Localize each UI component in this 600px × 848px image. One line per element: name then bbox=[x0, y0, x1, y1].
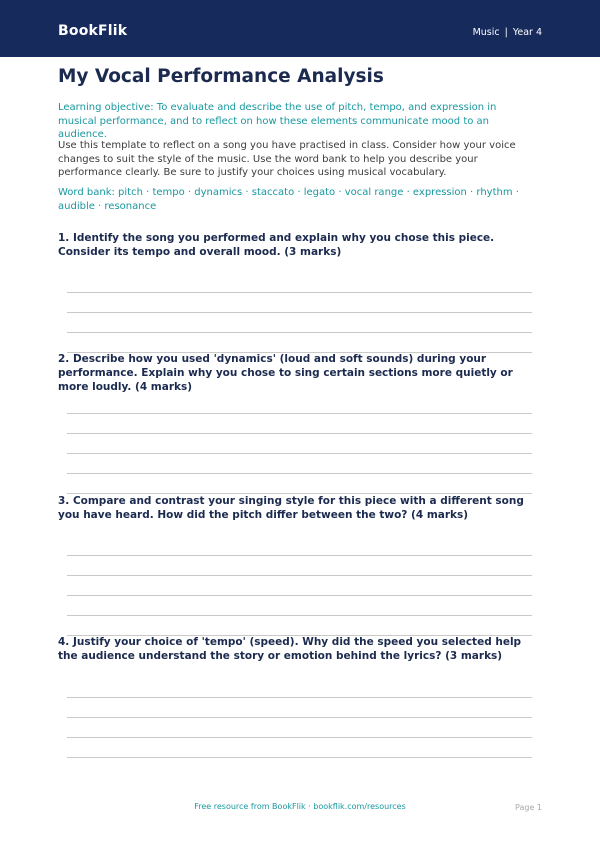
answer-line-q2-2[interactable] bbox=[67, 433, 532, 434]
subject-year-label bbox=[473, 27, 542, 38]
answer-line-q2-1[interactable] bbox=[67, 413, 532, 414]
page-title: My Vocal Performance Analysis bbox=[58, 66, 384, 87]
answer-line-q3-4[interactable] bbox=[67, 615, 532, 616]
answer-line-q2-4[interactable] bbox=[67, 473, 532, 474]
page-number: Page 1 bbox=[515, 803, 542, 812]
answer-line-q3-2[interactable] bbox=[67, 575, 532, 576]
subject-label: Music bbox=[472, 27, 500, 38]
answer-line-q4-1[interactable] bbox=[67, 697, 532, 698]
year-label: Year 4 bbox=[512, 27, 542, 38]
question-2: 2. Describe how you used 'dynamics' (loud and soft sounds) during your performance. Explain why you chose to sing certain sections more quietly or more loudly. (4 marks) bbox=[58, 353, 513, 393]
answer-line-q4-2[interactable] bbox=[67, 717, 532, 718]
word-bank: Word bank: pitch · tempo · dynamics · staccato · legato · vocal range · expression · rhythm · audible · resonance bbox=[58, 187, 519, 212]
answer-line-q4-3[interactable] bbox=[67, 737, 532, 738]
intro-paragraph: Use this template to reflect on a song you have practised in class. Consider how your voice changes to suit the style of the music. Use the word bank to help you describe your performance clearly. Be sure to justify your choices using musical vocabulary. bbox=[58, 140, 516, 178]
brand-logo-text: BookFlik bbox=[58, 23, 128, 39]
answer-line-q1-3[interactable] bbox=[67, 332, 532, 333]
question-3: 3. Compare and contrast your singing style for this piece with a different song you have heard. How did the pitch differ between the two? (4 marks) bbox=[58, 495, 524, 521]
learning-objective: Learning objective: To evaluate and describe the use of pitch, tempo, and expression in musical performance, and to reflect on how these elements communicate mood to an audience. bbox=[58, 102, 497, 140]
footer-credit: Free resource from BookFlik · bookflik.com/resources bbox=[194, 802, 406, 811]
answer-line-q3-3[interactable] bbox=[67, 595, 532, 596]
meta-separator: | bbox=[504, 27, 508, 38]
top-banner bbox=[0, 0, 600, 57]
question-1: 1. Identify the song you performed and explain why you chose this piece. Consider its tempo and overall mood. (3 marks) bbox=[58, 232, 495, 258]
answer-line-q4-4[interactable] bbox=[67, 757, 532, 758]
answer-line-q2-3[interactable] bbox=[67, 453, 532, 454]
question-4: 4. Justify your choice of 'tempo' (speed). Why did the speed you selected help the audience understand the story or emotion behind the lyrics? (3 marks) bbox=[58, 636, 522, 662]
answer-line-q1-2[interactable] bbox=[67, 312, 532, 313]
answer-line-q1-1[interactable] bbox=[67, 292, 532, 293]
answer-line-q3-1[interactable] bbox=[67, 555, 532, 556]
